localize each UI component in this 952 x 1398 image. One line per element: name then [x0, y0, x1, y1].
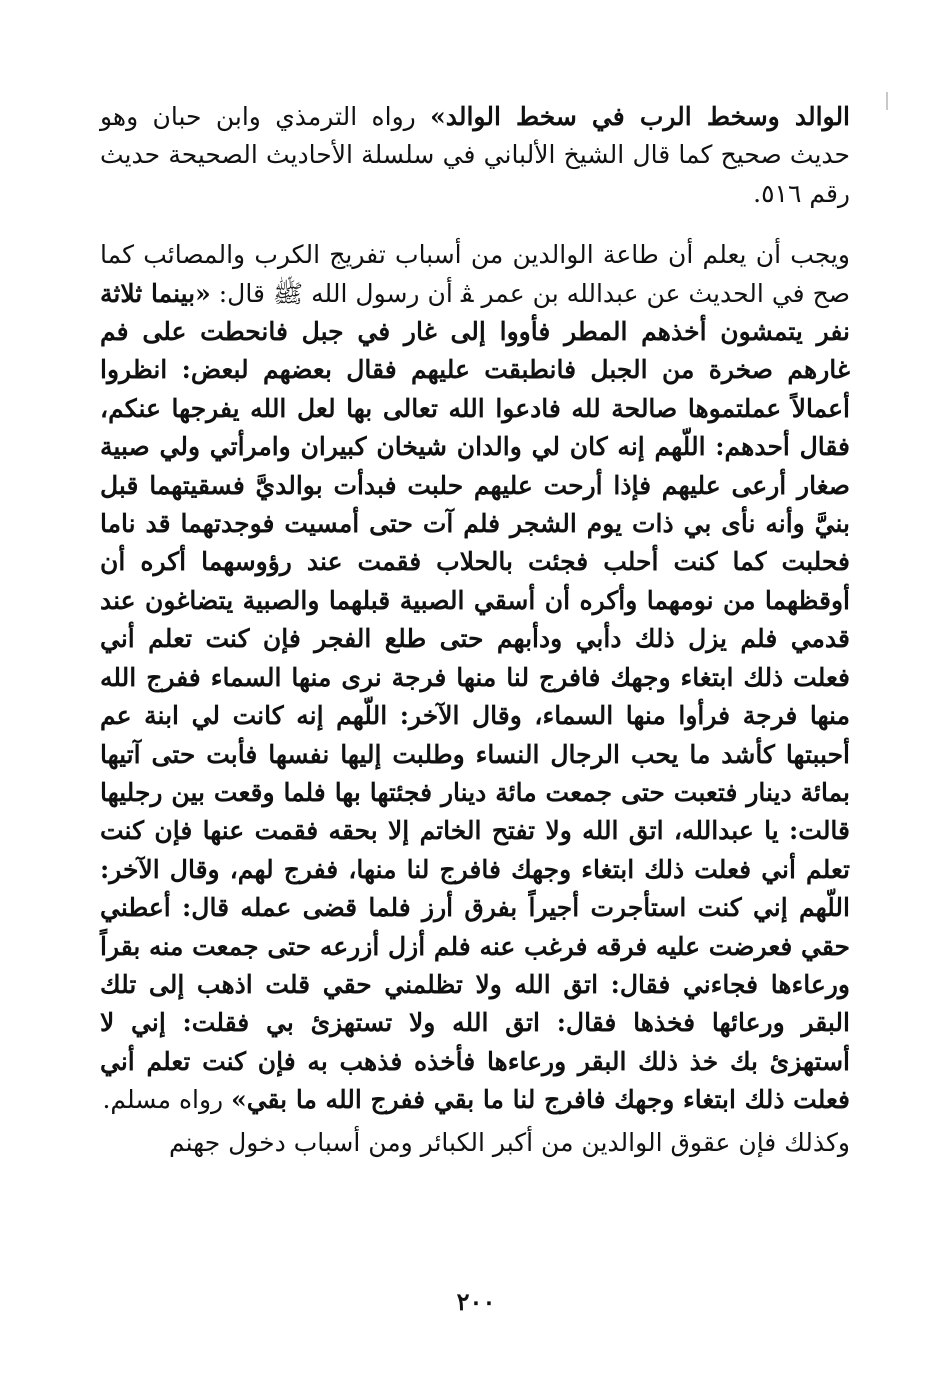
page-body [100, 98, 850, 1162]
bold-hadith-quote: الوالد وسخط الرب في سخط الوالد» [430, 102, 851, 131]
hadith-source: رواه مسلم. [102, 1085, 232, 1115]
citation-text: رواه الترمذي وابن حبان وهو حديث صحيح كما قال الشيخ الألباني في سلسلة الأحاديث الصحيحة حديث رقم ٥١٦. [100, 102, 850, 208]
hadith-text: «بينما ثلاثة نفر يتمشون أخذهم المطر فأووا إلى غار في جبل فانحطت على فم غارهم صخرة من الجبل فانطبقت عليهم فقال بعضهم لبعض: انظروا أعمالاً عملتموها صالحة لله فادعوا الله تعالى بها لعل الله يفرجها عنكم، فقال أحدهم: اللّهم إنه كان لي والدان شيخان كبيران وامرأتي ولي صبية صغار أرعى عليهم فإذا أرحت عليهم حلبت فبدأت بوالديَّ فسقيتهما قبل بنيَّ وأنه نأى بي ذات يوم الشجر فلم آت حتى أمسيت فوجدتهما قد ناما فحلبت كما كنت أحلب فجئت بالحلاب فقمت عند رؤوسهما أكره أن أوقظهما من نومهما وأكره أن أسقي الصبية قبلهما والصبية يتضاغون عند قدمي فلم يزل ذلك دأبي ودأبهم حتى طلع الفجر فإن كنت تعلم أني فعلت ذلك ابتغاء وجهك فافرج لنا منها فرجة نرى منها السماء ففرج الله منها فرجة فرأوا منها السماء، وقال الآخر: اللّهم إنه كانت لي ابنة عم أحببتها كأشد ما يحب الرجال النساء وطلبت إليها نفسها فأبت حتى آتيها بمائة دينار فتعبت حتى جمعت مائة دينار فجئتها بها فلما وقعت بين رجليها قالت: يا عبدالله، اتق الله ولا تفتح الخاتم إلا بحقه فقمت عنها فإن كنت تعلم أني فعلت ذلك ابتغاء وجهك فافرج لنا منها، ففرج لهم، وقال الآخر: اللّهم إني كنت استأجرت أجيراً بفرق أرز فلما قضى عمله قال: أعطني حقي فعرضت عليه فرقه فرغب عنه فلم أزل أزرعه حتى جمعت منه بقراً ورعاءها فجاءني فقال: اتق الله ولا تظلمني حقي قلت اذهب إلى تلك البقر ورعائها فخذها فقال: اتق الله ولا تستهزئ بي فقلت: إني لا أستهزئ بك خذ ذلك البقر ورعاءها فأخذه فذهب به فإن كنت تعلم أني فعلت ذلك ابتغاء وجهك فافرج لنا ما بقي ففرج الله ما بقي» [100, 278, 850, 1115]
paragraph-cave-hadith [100, 236, 850, 1119]
scan-edge-mark [886, 92, 888, 110]
page-number: ٢٠٠ [456, 1287, 496, 1316]
conclusion-text: وكذلك فإن عقوق الوالدين من أكبر الكبائر ومن أسباب دخول جهنم [168, 1127, 850, 1157]
hadith-intro: ويجب أن يعلم أن طاعة الوالدين من أسباب تفريج الكرب والمصائب كما صح في الحديث عن عبدالله بن عمر ﭭ أن رسول الله ﷺ قال: [100, 240, 850, 308]
paragraph-conclusion [100, 1124, 850, 1162]
paragraph-hadith-citation [100, 98, 850, 213]
